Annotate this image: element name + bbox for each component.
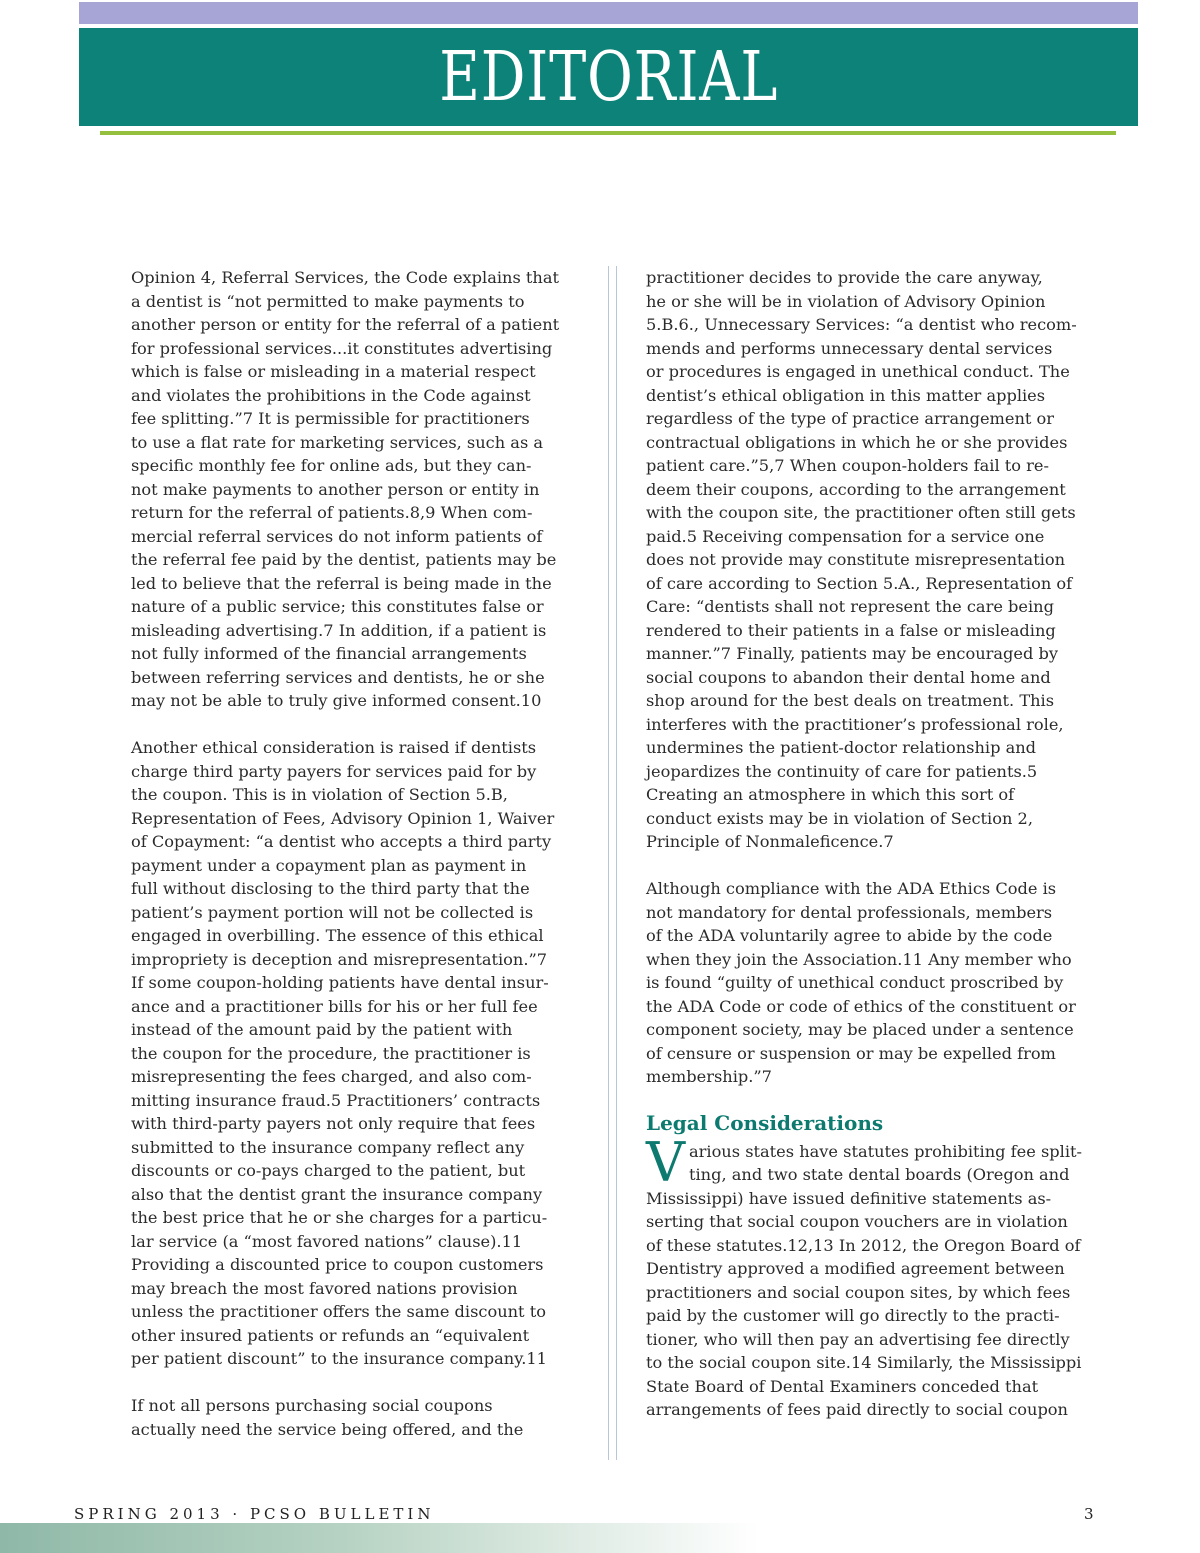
title-banner bbox=[79, 28, 1138, 126]
drop-cap: V bbox=[646, 1130, 685, 1194]
right-paragraph-2: Although compliance with the ADA Ethics Code is not mandatory for dental professionals, members of the ADA voluntarily agree to abide by the code when they join the Association.11 Any member who is found “guilty of unethical conduct proscribed by the ADA Code or code of ethics of the constituent or component society, may be placed under a sentence of censure or suspension or may be expelled from membership.”7 bbox=[646, 879, 1076, 1086]
footer-gradient-band bbox=[0, 1523, 760, 1553]
right-paragraph-3-text: arious states have statutes prohibiting fee split- ting, and two state dental boards (Oregon and Mississippi) have issued definitive statements as- serting that social coupon vouchers are in violation of these statutes.12,13 In 2012, the Oregon Board of Dentistry approved a modified agreement between practitioners and social coupon sites, by which fees paid by the customer will go directly to the practi- tioner, who will then pay an advertising fee directly to the social coupon site.14 Similarly, the Mississippi State Board of Dental Examiners conceded that arrangements of fees paid directly to social coupon bbox=[646, 1141, 1082, 1419]
right-paragraph-3 bbox=[646, 1130, 1116, 1422]
left-column bbox=[131, 266, 593, 1465]
left-paragraph-2: Another ethical consideration is raised if dentists charge third party payers for services paid for by the coupon. This is in violation of Section 5.B, Representation of Fees, Advisory Opinion 1, Waiver of Copayment: “a dentist who accepts a third party payment under a copayment plan as payment in full without disclosing to the third party that the patient’s payment portion will not be collected is engaged in overbilling. The essence of this ethical impropriety is deception and misrepresentation.”7 If some coupon-holding patients have dental insur- ance and a practitioner bills for his or her full fee instead of the amount paid by the patient with the coupon for the procedure, the practitioner is misrepresenting the fees charged, and also com- mitting insurance fraud.5 Practitioners’ contracts with third-party payers not only require that fees submitted to the insurance company reflect any discounts or co-pays charged to the patient, but also that the dentist grant the insurance company the best price that he or she charges for a particu- lar service (a “most favored nations” clause).11 Providing a discounted price to coupon customers may breach the most favored nations provision unless the practitioner offers the same discount to other insured patients or refunds an “equivalent per patient discount” to the insurance company.11 bbox=[131, 738, 555, 1368]
column-divider bbox=[608, 266, 617, 1460]
header-rule bbox=[100, 131, 1116, 135]
page-title: EDITORIAL bbox=[438, 37, 779, 117]
right-paragraph-1: practitioner decides to provide the care anyway, he or she will be in violation of Advisory Opinion 5.B.6., Unnecessary Services: “a dentist who recom- mends and performs unnecessary dental services or procedures is engaged in unethical conduct. The dentist’s ethical obligation in this matter applies regardless of the type of practice arrangement or contractual obligations in which he or she provides patient care.”5,7 When coupon-holders fail to re- deem their coupons, according to the arrangement with the coupon site, the practitioner often still gets paid.5 Receiving compensation for a service one does not provide may constitute misrepresentation of care according to Section 5.A., Representation of Care: “dentists shall not represent the care being rendered to their patients in a false or misleading manner.”7 Finally, patients may be encouraged by social coupons to abandon their dental home and shop around for the best deals on treatment. This interferes with the practitioner’s professional role, undermines the patient-doctor relationship and jeopardizes the continuity of care for patients.5 Creating an atmosphere in which this sort of conduct exists may be in violation of Section 2, Principle of Nonmaleficence.7 bbox=[646, 268, 1077, 851]
page-number: 3 bbox=[1084, 1505, 1094, 1523]
left-paragraph-3: If not all persons purchasing social coupons actually need the service being offered, and the bbox=[131, 1396, 524, 1439]
right-column bbox=[646, 266, 1116, 1445]
legal-considerations-heading: Legal Considerations bbox=[646, 1111, 884, 1135]
left-paragraph-1: Opinion 4, Referral Services, the Code explains that a dentist is “not permitted to make payments to another person or entity for the referral of a patient for professional services...it constitutes advertising which is false or misleading in a material respect and violates the prohibitions in the Code against fee splitting.”7 It is permissible for practitioners to use a flat rate for marketing services, such as a specific monthly fee for online ads, but they can- not make payments to another person or entity in return for the referral of patients.8,9 When com- mercial referral services do not inform patients of the referral fee paid by the dentist, patients may be led to believe that the referral is being made in the nature of a public service; this constitutes false or misleading advertising.7 In addition, if a patient is not fully informed of the financial arrangements between referring services and dentists, he or she may not be able to truly give informed consent.10 bbox=[131, 268, 560, 710]
header-top-band bbox=[79, 2, 1138, 24]
footer-issue: SPRING 2013 · PCSO BULLETIN bbox=[74, 1505, 435, 1523]
